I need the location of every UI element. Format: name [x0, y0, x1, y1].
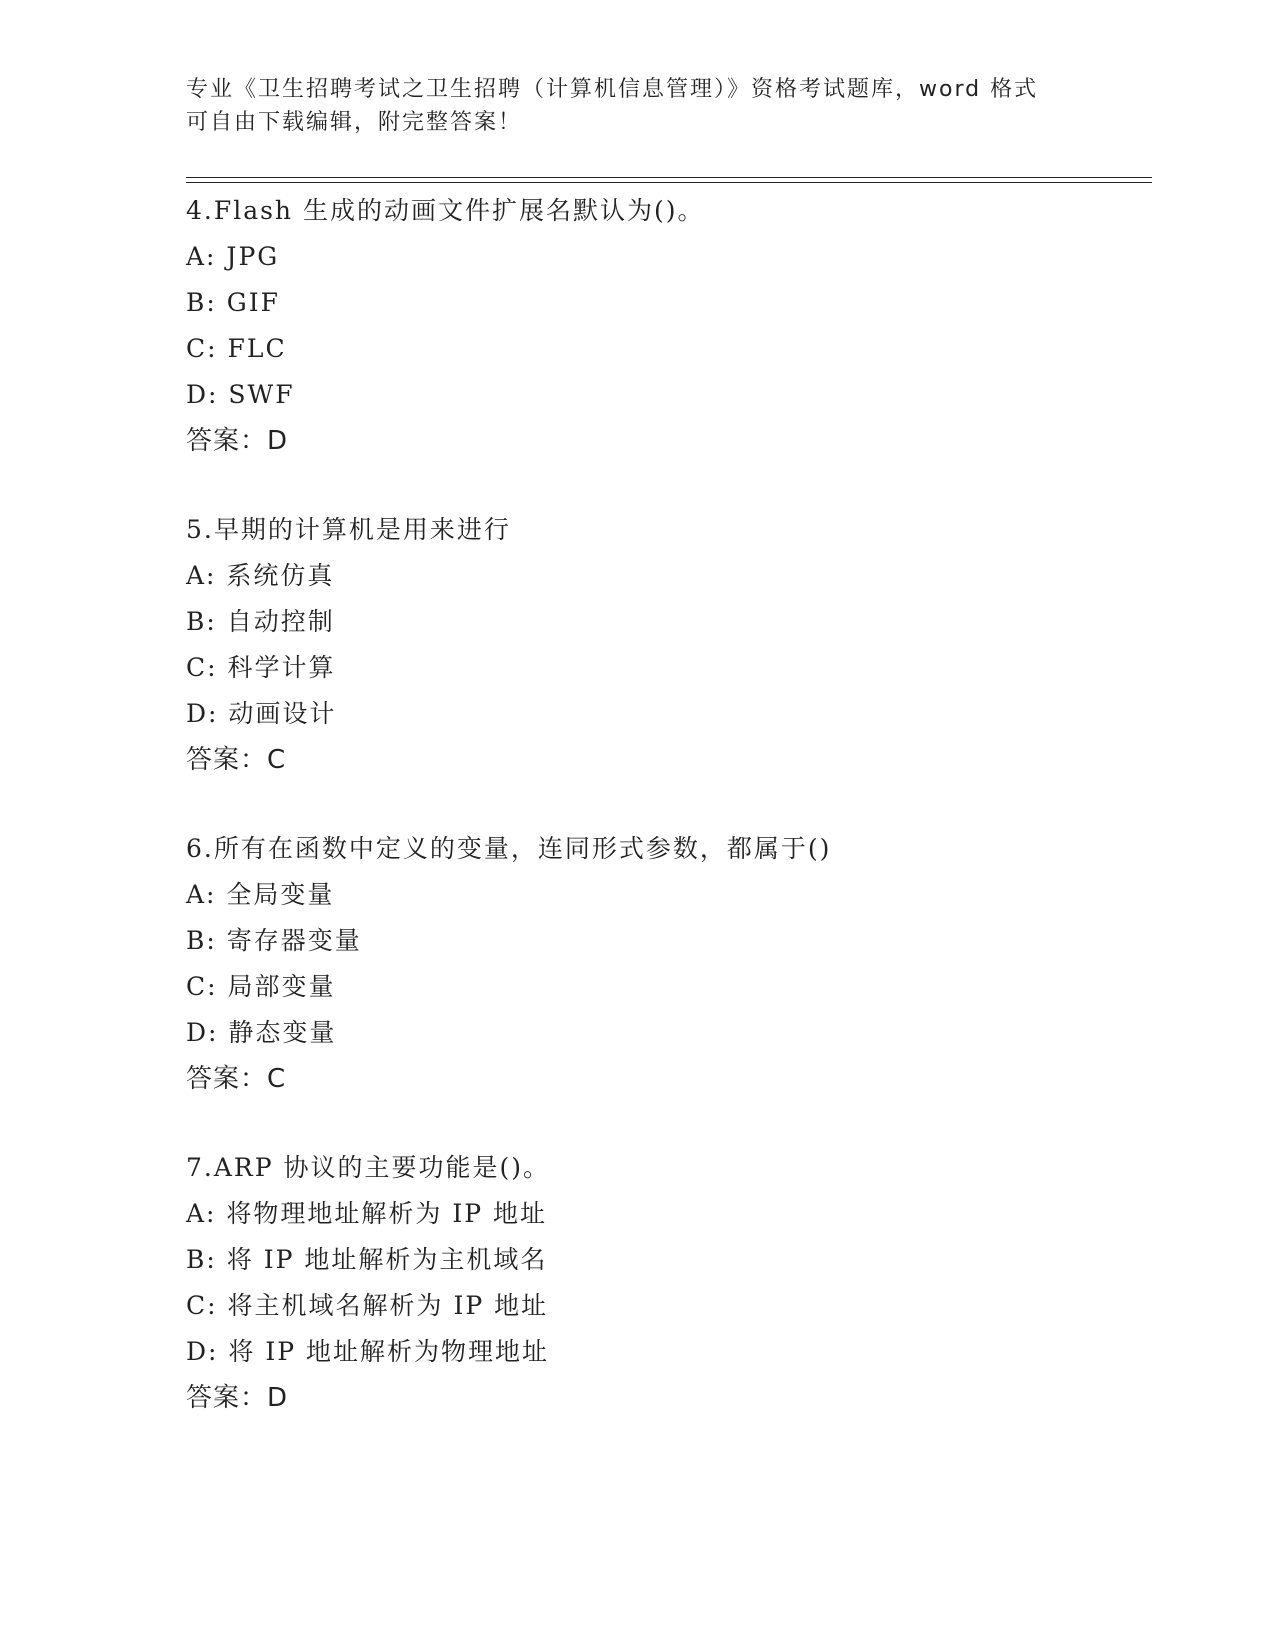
option-d: D: SWF: [186, 380, 295, 409]
question-stem: 4.Flash 生成的动画文件扩展名默认为()。: [186, 196, 705, 225]
answer-line: 答案：D: [186, 426, 289, 456]
header-divider-top: [186, 177, 1152, 178]
option-c: C: 将主机域名解析为 IP 地址: [186, 1291, 549, 1320]
answer-line: 答案：D: [186, 1383, 289, 1413]
document-header: [186, 73, 1066, 139]
header-line-1: 专业《卫生招聘考试之卫生招聘（计算机信息管理）》资格考试题库，word 格式: [186, 77, 1039, 102]
option-d: D: 将 IP 地址解析为物理地址: [186, 1337, 550, 1366]
option-c: C: 科学计算: [186, 653, 336, 682]
question-block: [186, 507, 1152, 783]
question-block: [186, 1145, 1152, 1421]
option-b: B: GIF: [186, 288, 280, 317]
option-c: C: FLC: [186, 334, 287, 363]
question-block: [186, 826, 1152, 1102]
option-a: A: 全局变量: [186, 880, 335, 909]
header-divider-bottom: [186, 182, 1152, 183]
option-a: A: JPG: [186, 242, 280, 271]
question-stem: 7.ARP 协议的主要功能是()。: [186, 1153, 551, 1182]
option-d: D: 动画设计: [186, 699, 337, 728]
answer-line: 答案：C: [186, 745, 287, 775]
question-block: [186, 188, 1152, 464]
option-b: B: 寄存器变量: [186, 926, 362, 955]
option-c: C: 局部变量: [186, 972, 336, 1001]
answer-line: 答案：C: [186, 1064, 287, 1094]
question-stem: 5.早期的计算机是用来进行: [186, 515, 511, 544]
option-a: A: 将物理地址解析为 IP 地址: [186, 1199, 548, 1228]
header-line-2: 可自由下载编辑，附完整答案！: [186, 110, 523, 135]
option-a: A: 系统仿真: [186, 561, 335, 590]
option-d: D: 静态变量: [186, 1018, 337, 1047]
option-b: B: 自动控制: [186, 607, 335, 636]
option-b: B: 将 IP 地址解析为主机域名: [186, 1245, 548, 1274]
question-stem: 6.所有在函数中定义的变量，连同形式参数，都属于(): [186, 834, 832, 863]
